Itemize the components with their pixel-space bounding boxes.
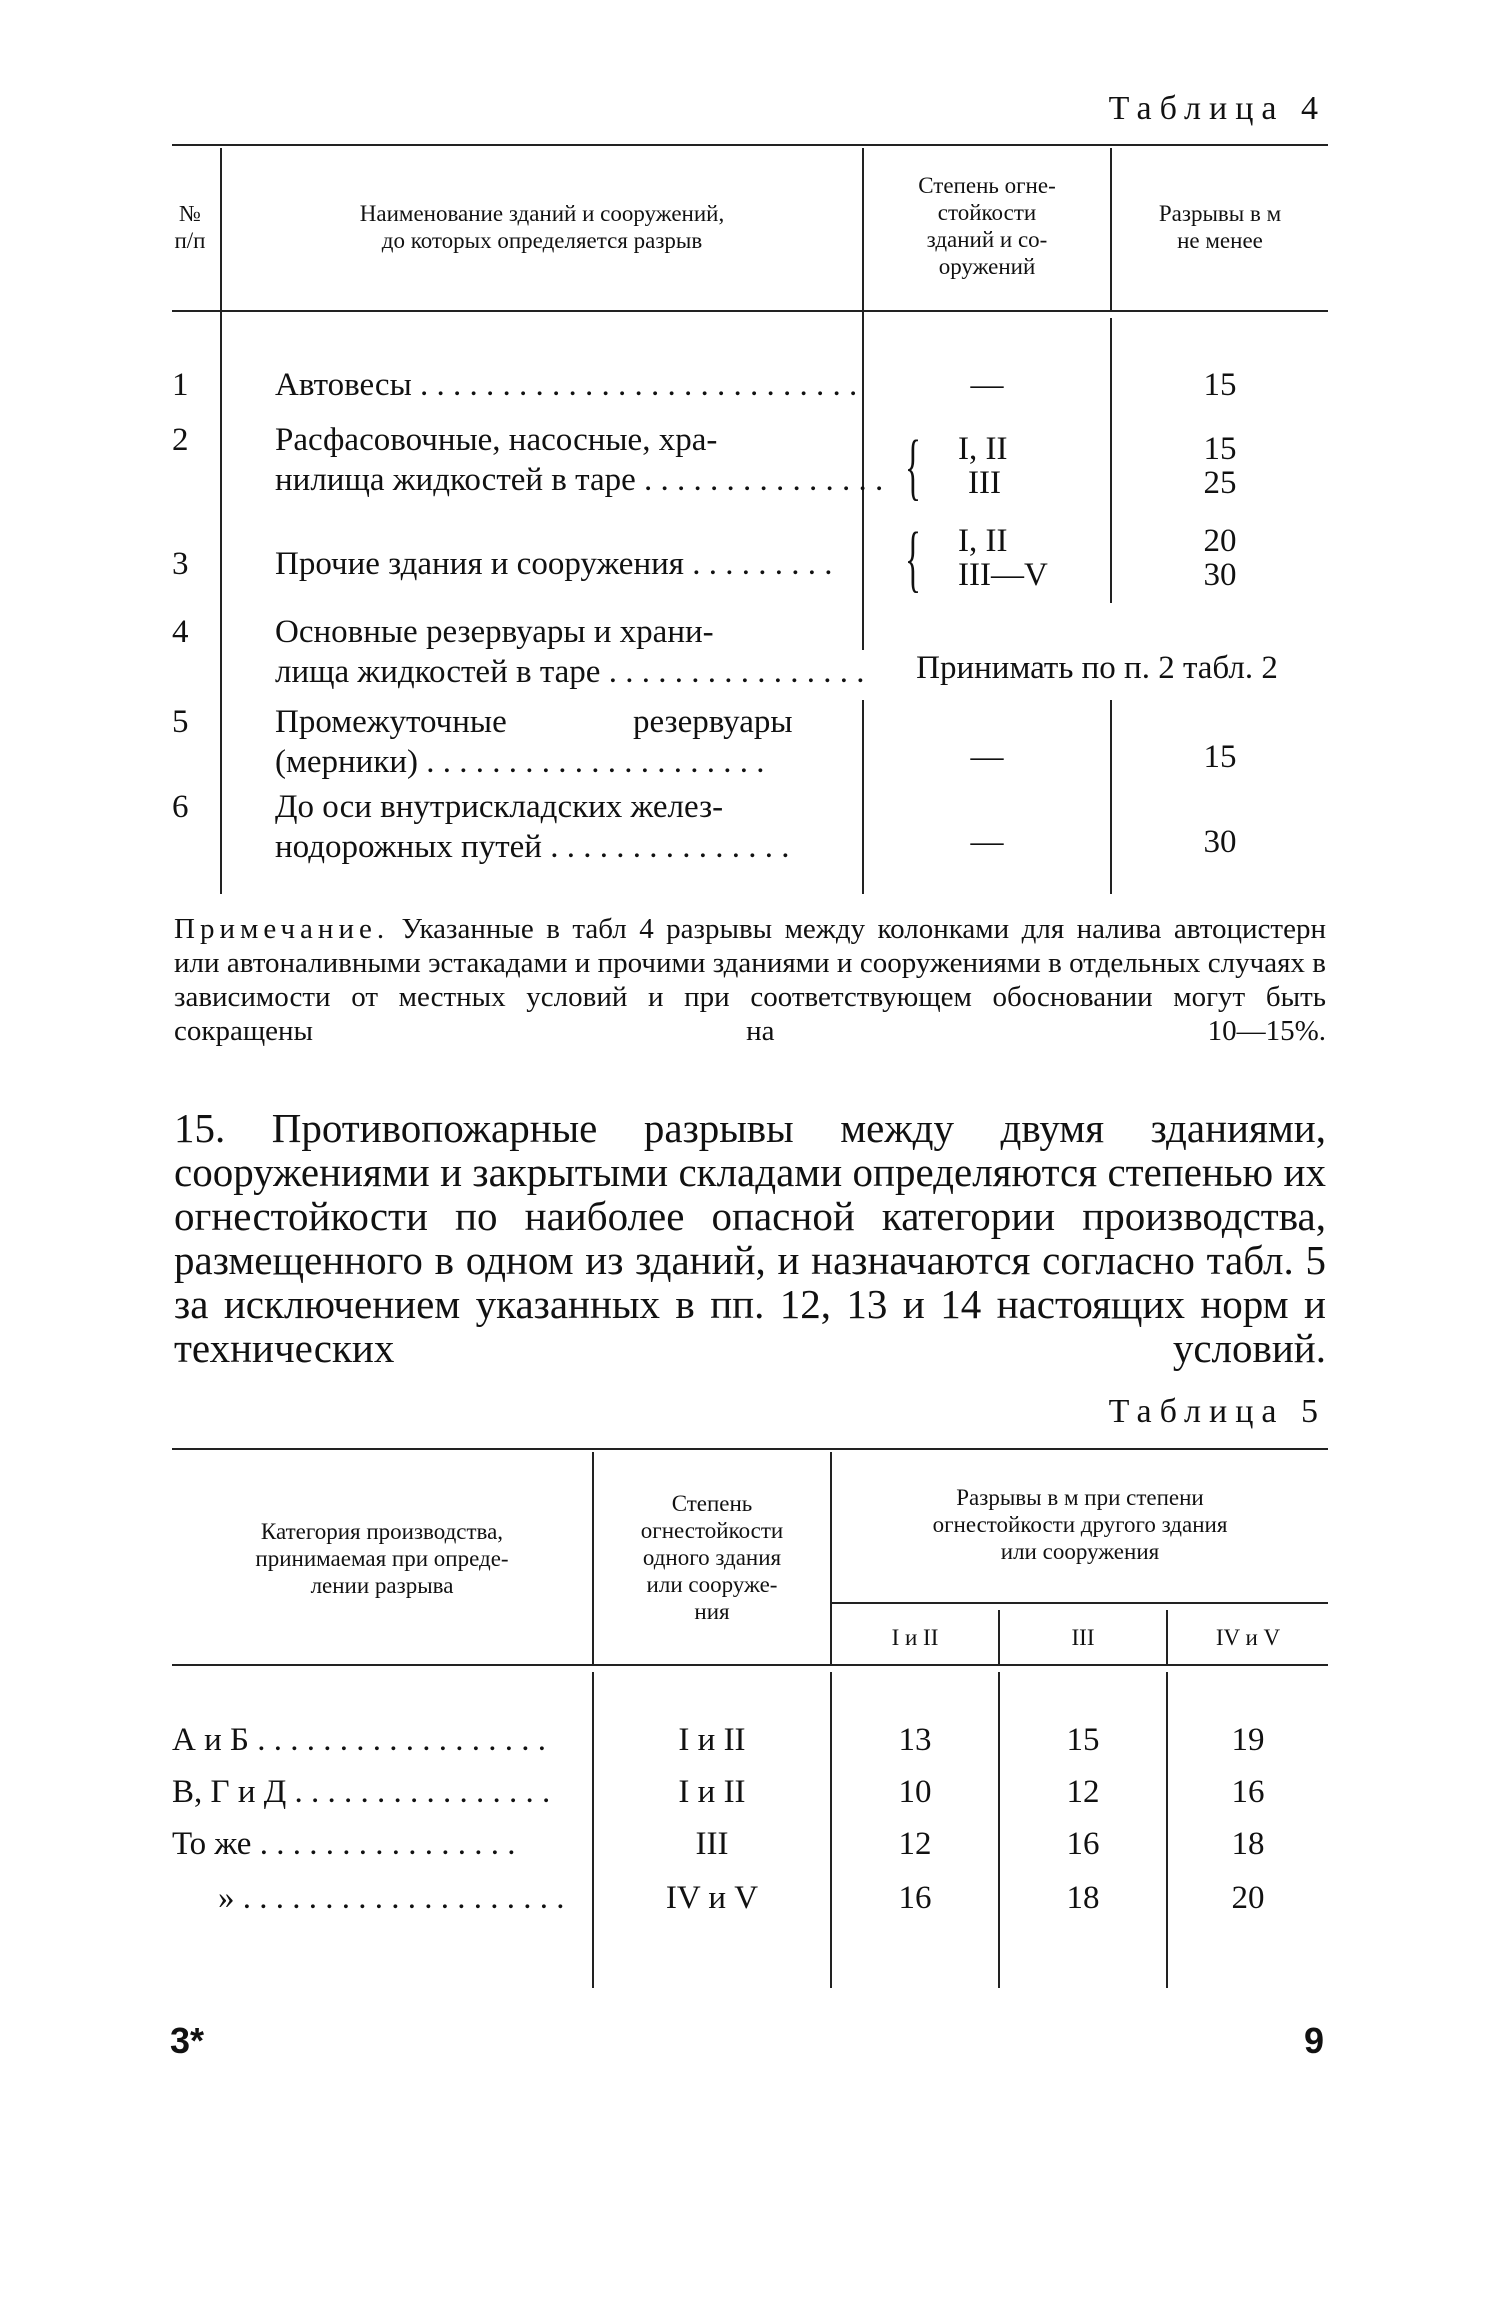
table5-row1-category: А и Б . . . . . . . . . . . . . . . . . . [172, 1722, 546, 1758]
table5-subheader-3: IV и V [1215, 1625, 1281, 1650]
paragraph-15: 15. Противопожарные разрывы между двумя зданиями, сооружениями и закрытыми складами определяются степенью их огнестойкости по наиболее опасной категории производства, размещенного в одном из зданий, и назначаются согласно табл. 5 за исключением указанных в пп. 12, 13 и 14 настоящих норм и технических условий. [174, 1105, 1326, 1371]
table4-row5-degree: — [970, 739, 1004, 775]
table4-caption: Таблица 4 [1108, 90, 1326, 127]
table5-row2-v1: 10 [898, 1774, 932, 1810]
table4-row1-degree: — [970, 367, 1004, 403]
table5-row2-category: В, Г и Д . . . . . . . . . . . . . . . . [172, 1774, 551, 1810]
table5-row2-v2: 12 [1066, 1774, 1100, 1810]
table4-row2-gap: 15 25 [1203, 431, 1237, 501]
table5-row2-degree: I и II [678, 1774, 746, 1810]
table5-subheader-2: III [1071, 1625, 1095, 1650]
table4-row6-num: 6 [172, 789, 189, 825]
page-number: 9 [1304, 2020, 1325, 2061]
table4-header-name: Наименование зданий и сооружений, до которых определяется разрыв [359, 201, 725, 253]
table5-row3-v3: 18 [1231, 1826, 1265, 1862]
note-label: Примечание. [174, 913, 390, 945]
table4-row2-name: Расфасовочные, насосные, хра- нилища жидкостей в таре . . . . . . . . . . . . . . . [275, 422, 884, 498]
table4-row2-brace: { [905, 426, 921, 508]
table4-row3-num: 3 [172, 546, 189, 582]
table5-row1-degree: I и II [678, 1722, 746, 1758]
table4-header-gap: Разрывы в м не менее [1158, 201, 1282, 253]
table5-header-category: Категория производства, принимаемая при опреде- лении разрыва [255, 1519, 509, 1598]
table4-row1-num: 1 [172, 367, 189, 403]
table5-row4-degree: IV и V [665, 1880, 759, 1916]
table5-row2-v3: 16 [1231, 1774, 1265, 1810]
table4-col-divider-3b [1110, 700, 1112, 894]
table5-row4-v2: 18 [1066, 1880, 1100, 1916]
table5-header-gap-group: Разрывы в м при степени огнестойкости другого здания или сооружения [932, 1485, 1228, 1564]
table5-row1-v1: 13 [898, 1722, 932, 1758]
table5-header-degree: Степень огнестойкости одного здания или сооруже- ния [640, 1491, 784, 1624]
table5-subheader-rule [830, 1602, 1328, 1604]
table5-row4-v1: 16 [898, 1880, 932, 1916]
table5-row3-degree: III [695, 1826, 729, 1862]
table5-row4-category: » . . . . . . . . . . . . . . . . . . . . [218, 1880, 565, 1916]
table5-row3-category: То же . . . . . . . . . . . . . . . . [172, 1826, 516, 1862]
table4-row4-span-text: Принимать по п. 2 табл. 2 [916, 650, 1278, 686]
table4-row1-gap: 15 [1203, 367, 1237, 403]
table4-row4-num: 4 [172, 614, 189, 650]
table4-top-rule [172, 144, 1328, 146]
note-text: Указанные в табл 4 разрывы между колонками для налива автоцистерн или автоналивными эстакадами и прочими зданиями и сооружениями в отдельных случаях в зависимости от местных условий и при соответствующем обосновании могут быть сокращены на 10—15%. [174, 913, 1326, 1047]
table5-row3-v2: 16 [1066, 1826, 1100, 1862]
table4-col-divider-2b [862, 700, 864, 894]
table4-row6-name: До оси внутрискладских желез- нодорожных путей . . . . . . . . . . . . . . . [275, 789, 790, 865]
table4-row3-name: Прочие здания и сооружения . . . . . . . . . [275, 546, 833, 582]
table4-header-degree: Степень огне- стойкости зданий и со- оружений [918, 173, 1056, 279]
table4-row1-name: Автовесы . . . . . . . . . . . . . . . . . . . . . . . . . . . [275, 367, 858, 403]
table5-top-rule [172, 1448, 1328, 1450]
table4-row5-name: Промежуточные резервуары (мерники) . . . . . . . . . . . . . . . . . . . . . [275, 704, 793, 780]
table4-header-num: № п/п [174, 201, 206, 253]
table5-row3-v1: 12 [898, 1826, 932, 1862]
table4-row6-degree: — [970, 824, 1004, 860]
table4-row5-gap: 15 [1203, 739, 1237, 775]
table5-row1-v2: 15 [1066, 1722, 1100, 1758]
table5-caption: Таблица 5 [1108, 1393, 1326, 1430]
table5-row1-v3: 19 [1231, 1722, 1265, 1758]
table4-header-rule [172, 310, 1328, 312]
table4-row3-degree: I, II III—V [958, 523, 1048, 593]
table5-header-rule [172, 1664, 1328, 1666]
table4-col-divider-1 [220, 148, 222, 894]
table4-row4-name: Основные резервуары и храни- лища жидкостей в таре . . . . . . . . . . . . . . . . [275, 614, 865, 690]
table4-row6-gap: 30 [1203, 824, 1237, 860]
table4-row3-brace: { [905, 518, 921, 600]
table4-row5-num: 5 [172, 704, 189, 740]
table4-row3-gap: 20 30 [1203, 523, 1237, 593]
table4-row2-num: 2 [172, 422, 189, 458]
table5-subheader-1: I и II [891, 1625, 939, 1650]
footer-signature: 3* [170, 2020, 205, 2061]
table4-row2-degree: I, II III [958, 431, 1008, 501]
table5-row4-v3: 20 [1231, 1880, 1265, 1916]
table4-note [174, 912, 1326, 1048]
